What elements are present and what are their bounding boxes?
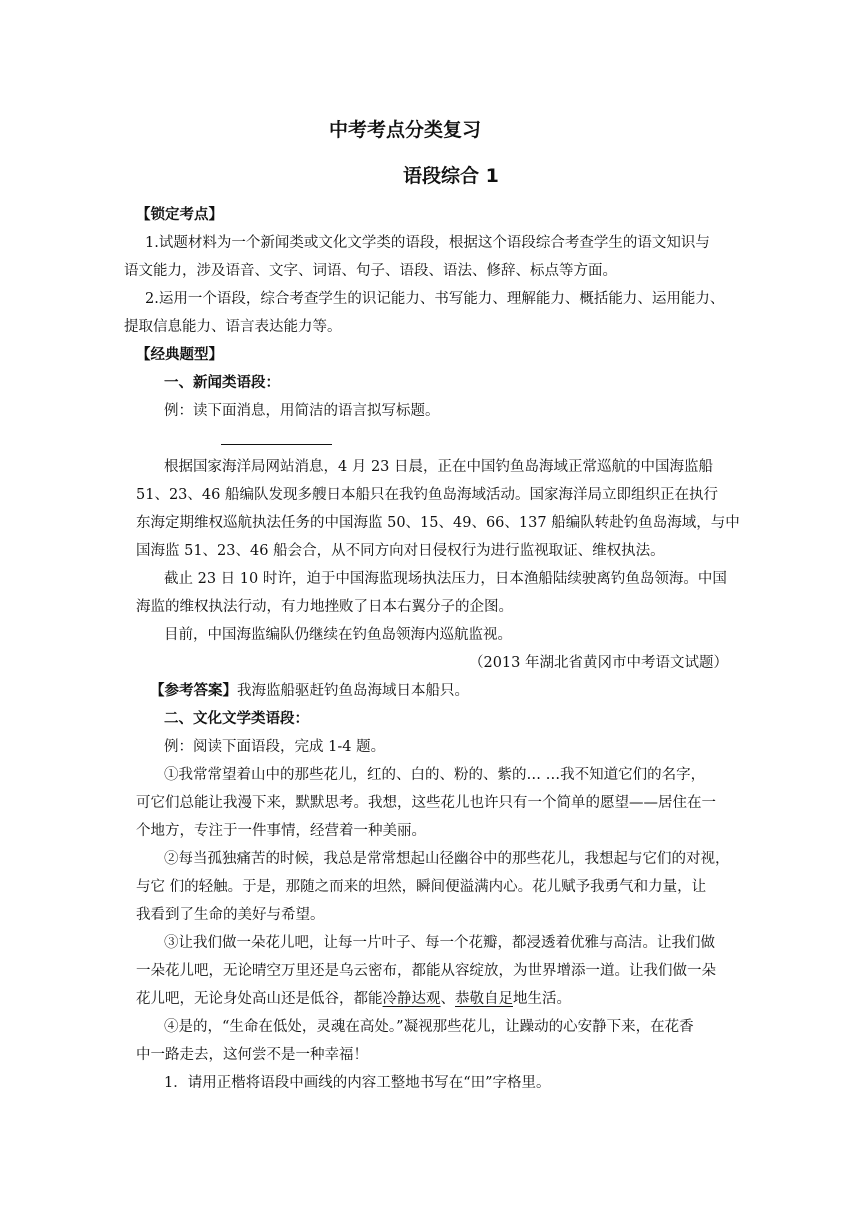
title-blank-line [221,444,332,445]
page-title: 中考考点分类复习 [329,119,482,141]
page-subtitle: 语段综合 1 [403,165,499,187]
lit-p3-text-post: 地生活。 [513,991,571,1007]
lit-p3-text-pre: 花儿吧，无论身处高山还是低谷，都能 [136,991,383,1007]
news-paragraph-2-line-2: 海监的维权执法行动，有力地挫败了日本右翼分子的企图。 [136,599,513,615]
literature-section-heading: 二、文化文学类语段： [164,711,309,727]
lit-paragraph-2-line-2: 与它 们的轻触。于是，那随之而来的坦然，瞬间便溢满内心。花儿赋予我勇气和力量，让 [136,879,707,895]
underlined-phrase-1: 冷静达观 [382,991,441,1007]
news-paragraph-1-line-3: 东海定期维权巡航执法任务的中国海监 50、15、49、66、137 船编队转赴钓鱼岛海域，与中 [136,515,740,531]
news-example-prompt: 例：读下面消息，用简洁的语言拟写标题。 [164,403,440,419]
underlined-phrase-2: 恭敬自足 [455,991,513,1007]
point-2-line-2: 提取信息能力、语言表达能力等。 [124,319,342,335]
lit-paragraph-3-line-1: ③让我们做一朵花儿吧，让每一片叶子、每一个花瓣，都浸透着优雅与高洁。让我们做 [164,935,715,951]
lit-paragraph-3-line-3 [136,987,571,1011]
lit-paragraph-4-line-1: ④是的，“生命在低处，灵魂在高处。”凝视那些花儿，让躁动的心安静下来，在花香 [164,1019,694,1035]
answer-label: 【参考答案】 [150,683,237,699]
news-paragraph-1-line-4: 国海监 51、23、46 船会合，从不同方向对日侵权行为进行监视取证、维权执法。 [136,543,665,559]
question-1: 1．请用正楷将语段中画线的内容工整地书写在“田”字格里。 [164,1075,551,1091]
lit-paragraph-4-line-2: 中一路走去，这何尝不是一种幸福！ [136,1047,368,1063]
news-paragraph-3: 目前，中国海监编队仍继续在钓鱼岛领海内巡航监视。 [164,627,512,643]
point-2-line-1: 2.运用一个语段，综合考查学生的识记能力、书写能力、理解能力、概括能力、运用能力、 [145,291,725,307]
literature-example-prompt: 例：阅读下面语段，完成 1-4 题。 [164,739,386,755]
news-paragraph-1-line-1: 根据国家海洋局网站消息，4 月 23 日晨，正在中国钓鱼岛海域正常巡航的中国海监船 [164,459,714,475]
news-section-heading: 一、新闻类语段： [164,375,280,391]
lit-paragraph-1-line-2: 可它们总能让我漫下来，默默思考。我想，这些花儿也许只有一个简单的愿望——居住在一 [136,795,716,811]
lit-paragraph-2-line-3: 我看到了生命的美好与希望。 [136,907,325,923]
answer-text: 我海监船驱赶钓鱼岛海域日本船只。 [237,683,469,699]
lit-paragraph-2-line-1: ②每当孤独痛苦的时候，我总是常常想起山径幽谷中的那些花儿，我想起与它们的对视， [164,851,730,867]
locked-points-heading: 【锁定考点】 [136,207,223,223]
lit-paragraph-3-line-2: 一朵花儿吧，无论晴空万里还是乌云密布，都能从容绽放，为世界增添一道。让我们做一朵 [136,963,716,979]
reference-answer [150,679,469,703]
lit-p3-text-mid: 、 [440,991,455,1007]
news-source: （2013 年湖北省黄冈市中考语文试题） [468,655,728,671]
news-paragraph-2-line-1: 截止 23 日 10 时许，迫于中国海监现场执法压力，日本渔船陆续驶离钓鱼岛领海。中国 [164,571,727,587]
lit-paragraph-1-line-3: 个地方，专注于一件事情，经营着一种美丽。 [136,823,426,839]
lit-paragraph-1-line-1: ①我常常望着山中的那些花儿，红的、白的、粉的、紫的… …我不知道它们的名字， [164,767,706,783]
news-paragraph-1-line-2: 51、23、46 船编队发现多艘日本船只在我钓鱼岛海域活动。国家海洋局立即组织正在执行 [136,487,718,503]
classic-types-heading: 【经典题型】 [136,347,223,363]
point-1-line-1: 1.试题材料为一个新闻类或文化文学类的语段，根据这个语段综合考查学生的语文知识与 [145,235,710,251]
point-1-line-2: 语文能力，涉及语音、文字、词语、句子、语段、语法、修辞、标点等方面。 [124,263,617,279]
